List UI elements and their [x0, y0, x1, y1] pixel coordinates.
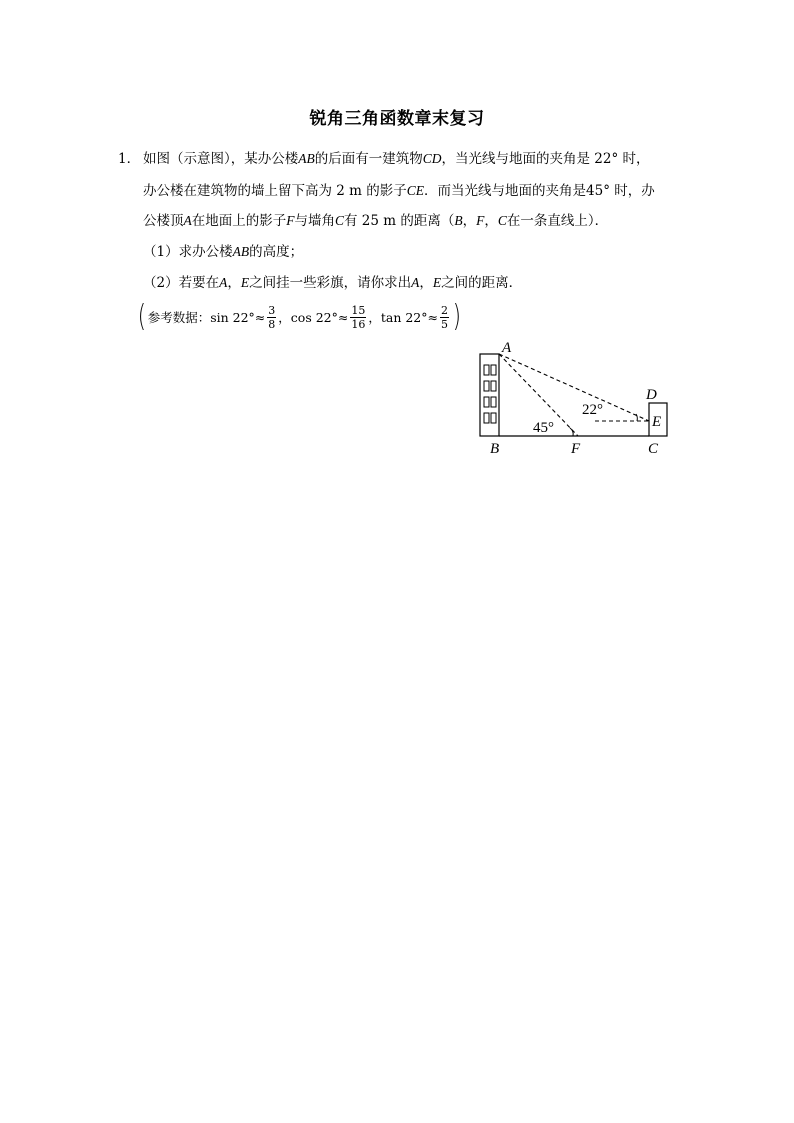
text-segment: ，: [419, 275, 433, 291]
part-1: [143, 240, 303, 260]
text-segment: ，: [227, 275, 241, 291]
var-c: C: [497, 213, 507, 228]
text-segment: ，: [484, 213, 498, 229]
label-d: D: [646, 387, 657, 403]
text-segment: 的高度；: [249, 244, 304, 260]
label-f: F: [571, 441, 581, 457]
var-a: A: [411, 275, 420, 290]
text-segment: 办公楼在建筑物的墙上留下高为 2 m 的影子: [143, 183, 407, 199]
question-number: 1．: [118, 151, 141, 167]
text-segment: （1）求办公楼: [143, 244, 233, 260]
geometry-figure: [470, 333, 680, 458]
frac-den: 5: [440, 317, 448, 331]
var-ab: AB: [298, 151, 315, 166]
frac-den: 8: [268, 317, 276, 331]
part-2: [143, 271, 522, 291]
label-angle-45: 45°: [533, 420, 554, 436]
text-segment: （2）若要在: [143, 275, 220, 291]
var-b: B: [454, 213, 463, 228]
ref-label: 参考数据：sin 22°≈: [147, 310, 266, 325]
text-segment: 公楼顶: [143, 213, 184, 229]
text-segment: 与墙角: [294, 213, 335, 229]
question-line-2: [143, 179, 655, 199]
fraction-cos: [350, 304, 366, 331]
text-segment: 有 25 m 的距离（: [344, 213, 455, 229]
label-b: B: [490, 441, 500, 457]
var-e: E: [240, 275, 250, 290]
ref-cos-label: ，cos 22°≈: [278, 310, 349, 325]
text-segment: ，: [462, 213, 477, 229]
label-e: E: [652, 414, 662, 430]
question-line-3: [143, 209, 608, 229]
reference-data: [136, 300, 463, 334]
text-segment: 如图（示意图），某办公楼: [143, 151, 299, 167]
text-segment: ，当光线与地面的夹角是 22° 时，: [441, 151, 650, 167]
close-paren: ): [452, 299, 461, 334]
var-ab: AB: [232, 244, 250, 259]
var-cd: CD: [422, 151, 442, 166]
label-a: A: [502, 340, 512, 356]
text-segment: 之间的距离．: [441, 275, 523, 291]
angle-arc-45: [570, 428, 573, 436]
ref-tan-label: ，tan 22°≈: [368, 310, 438, 325]
text-segment: 之间挂一些彩旗，请你求出: [249, 275, 412, 291]
label-c: C: [648, 441, 659, 457]
frac-num: 15: [351, 303, 366, 317]
text-segment: ．而当光线与地面的夹角是45° 时，办: [424, 183, 655, 199]
page-title: 锐角三角函数章末复习: [309, 109, 485, 129]
frac-den: 16: [351, 317, 366, 331]
building-windows: [484, 365, 496, 423]
open-paren: (: [137, 299, 146, 334]
fraction-tan: [440, 304, 449, 331]
frac-num: 2: [440, 303, 448, 317]
var-a: A: [219, 275, 228, 290]
frac-num: 3: [268, 303, 276, 317]
var-c: C: [335, 213, 345, 228]
var-a: A: [183, 213, 192, 228]
var-e: E: [432, 275, 442, 290]
light-rays: [499, 354, 649, 436]
label-angle-22: 22°: [582, 402, 603, 418]
text-segment: 在一条直线上）．: [506, 213, 609, 229]
var-f: F: [286, 213, 295, 228]
var-ce: CE: [406, 183, 425, 198]
text-segment: 的后面有一建筑物: [314, 151, 423, 167]
angle-arc-22: [636, 414, 637, 421]
text-segment: 在地面上的影子: [191, 213, 287, 229]
var-f: F: [476, 213, 485, 228]
fraction-sin: [267, 304, 276, 331]
question-line-1: [143, 147, 650, 167]
